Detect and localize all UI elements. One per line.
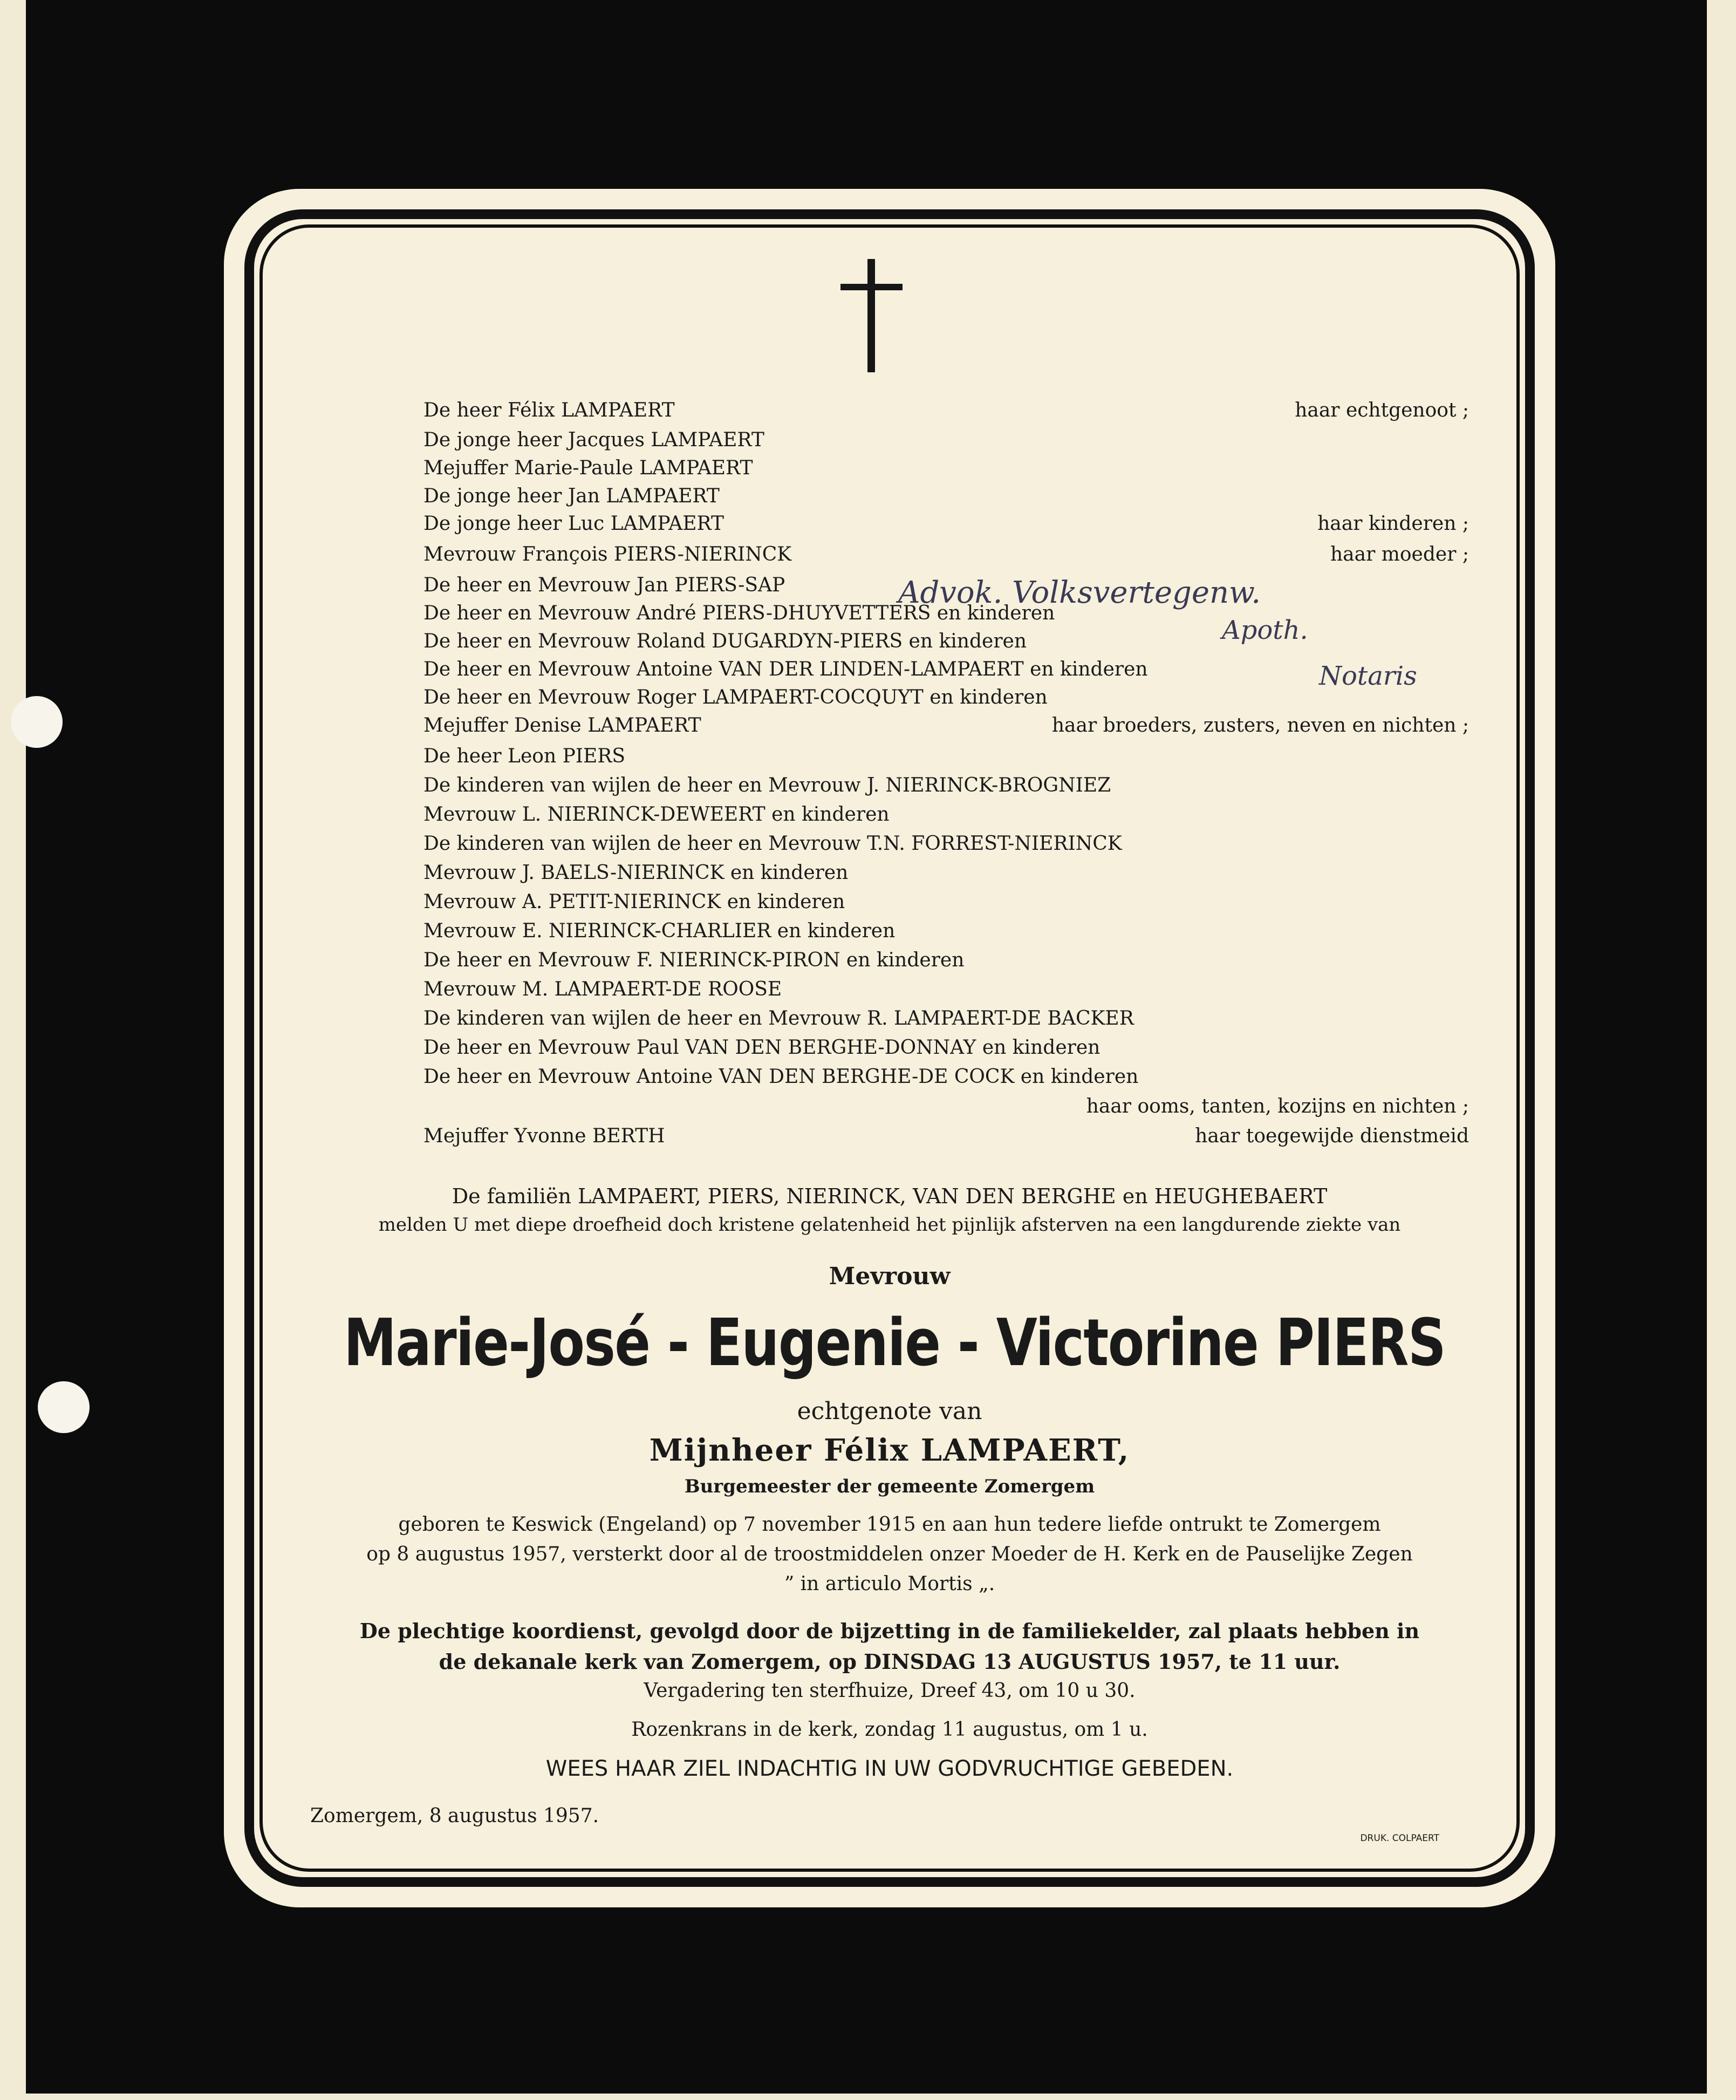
birth-line-1: geboren te Keswick (Engeland) op 7 november 1915 en aan hun tedere liefde ontrukt te Zomergem <box>398 1513 1381 1536</box>
family-member-name: Mevrouw A. PETIT-NIERINCK en kinderen <box>423 891 845 913</box>
gathering-line: Vergadering ten sterfhuize, Dreef 43, om 10 u 30. <box>644 1680 1136 1702</box>
family-member-name: De heer en Mevrouw André PIERS-DHUYVETTERS en kinderen <box>423 602 1055 624</box>
family-member-name: Mevrouw L. NIERINCK-DEWEERT en kinderen <box>423 803 890 826</box>
family-member-name: De kinderen van wijlen de heer en Mevrouw T.N. FORREST-NIERINCK <box>423 833 1122 855</box>
family-member-name: De heer Leon PIERS <box>423 745 626 767</box>
deceased-name: Marie-José - Eugenie - Victorine PIERS <box>344 1306 1446 1381</box>
printer-mark: DRUK. COLPAERT <box>1360 1833 1439 1844</box>
service-line-2: de dekanale kerk van Zomergem, op DINSDAG 13 AUGUSTUS 1957, te 11 uur. <box>439 1649 1341 1674</box>
spouse-title: Burgemeester der gemeente Zomergem <box>684 1476 1095 1497</box>
prayer-line: WEES HAAR ZIEL INDACHTIG IN UW GODVRUCHTIGE GEBEDEN. <box>545 1756 1234 1781</box>
family-row <box>423 891 1469 913</box>
handwritten-note-2: Apoth. <box>1222 615 1308 645</box>
family-relation: haar toegewijde dienstmeid <box>1195 1125 1469 1147</box>
birth-line-2: op 8 augustus 1957, versterkt door al de troostmiddelen onzer Moeder de H. Kerk en de Pauselijke Zegen <box>366 1543 1413 1565</box>
family-member-name: Mevrouw J. BAELS-NIERINCK en kinderen <box>423 862 849 884</box>
family-member-name: De jonge heer Luc LAMPAERT <box>423 513 725 535</box>
family-row <box>423 833 1469 855</box>
family-row <box>423 774 1469 796</box>
handwritten-note-3: Notaris <box>1319 661 1417 691</box>
family-member-name: De heer en Mevrouw Antoine VAN DEN BERGHE-DE COCK en kinderen <box>423 1066 1139 1088</box>
service-line-1: De plechtige koordienst, gevolgd door de bijzetting in de familiekelder, zal plaats hebben in <box>359 1619 1420 1643</box>
spouse-intro: echtgenote van <box>797 1397 982 1425</box>
family-row <box>423 1007 1469 1029</box>
punch-hole-bottom <box>38 1381 90 1433</box>
family-row <box>423 686 1469 708</box>
card-content <box>224 189 1555 1907</box>
family-row <box>423 949 1469 971</box>
family-row <box>423 745 1469 767</box>
rosary-line: Rozenkrans in de kerk, zondag 11 augustus, om 1 u. <box>631 1719 1148 1741</box>
family-member-name: De heer en Mevrouw Roland DUGARDYN-PIERS en kinderen <box>423 630 1027 652</box>
family-member-name: Mevrouw François PIERS-NIERINCK <box>423 543 792 565</box>
family-member-name: Mejuffer Yvonne BERTH <box>423 1125 665 1147</box>
family-row <box>423 920 1469 942</box>
mourning-card <box>224 189 1555 1907</box>
family-member-name: Mevrouw E. NIERINCK-CHARLIER en kinderen <box>423 920 896 942</box>
handwritten-note-1: Advok. Volksvertegenw. <box>898 575 1261 610</box>
family-member-name: Mevrouw M. LAMPAERT-DE ROOSE <box>423 978 782 1000</box>
family-row <box>423 714 1469 737</box>
family-row <box>423 978 1469 1000</box>
punch-hole-top <box>11 696 63 748</box>
family-member-name: De heer en Mevrouw Paul VAN DEN BERGHE-DONNAY en kinderen <box>423 1037 1101 1059</box>
family-row <box>423 485 1469 507</box>
families-line: De familiën LAMPAERT, PIERS, NIERINCK, VAN DEN BERGHE en HEUGHEBAERT <box>452 1184 1328 1208</box>
family-member-name: De kinderen van wijlen de heer en Mevrouw R. LAMPAERT-DE BACKER <box>423 1007 1134 1029</box>
deceased-title: Mevrouw <box>829 1263 951 1290</box>
family-relation: haar moeder ; <box>1330 543 1469 565</box>
family-row <box>423 803 1469 826</box>
family-member-name: De heer en Mevrouw Antoine VAN DER LINDEN-LAMPAERT en kinderen <box>423 658 1148 680</box>
family-relation: haar ooms, tanten, kozijns en nichten ; <box>1086 1095 1469 1117</box>
family-row <box>423 513 1469 535</box>
birth-line-3: ” in articulo Mortis „. <box>784 1573 995 1595</box>
family-row <box>423 399 1469 421</box>
family-row <box>423 1125 1469 1147</box>
place-date: Zomergem, 8 augustus 1957. <box>310 1805 599 1827</box>
family-member-name: De heer Félix LAMPAERT <box>423 399 675 421</box>
family-row <box>423 1037 1469 1059</box>
family-relation: haar broeders, zusters, neven en nichten ; <box>1051 714 1469 737</box>
black-mount <box>26 0 1707 2094</box>
announcement-line: melden U met diepe droefheid doch kristene gelatenheid het pijnlijk afsterven na een langdurende ziekte van <box>378 1214 1401 1236</box>
family-member-name: De heer en Mevrouw Jan PIERS-SAP <box>423 574 785 596</box>
family-row <box>423 630 1469 652</box>
family-member-name: Mejuffer Marie-Paule LAMPAERT <box>423 457 753 479</box>
spouse-name: Mijnheer Félix LAMPAERT, <box>649 1433 1130 1468</box>
family-member-name: Mejuffer Denise LAMPAERT <box>423 714 701 737</box>
family-row <box>423 429 1469 451</box>
family-member-name: De jonge heer Jan LAMPAERT <box>423 485 720 507</box>
family-row <box>423 543 1469 565</box>
family-relation: haar echtgenoot ; <box>1295 399 1469 421</box>
family-member-name: De heer en Mevrouw F. NIERINCK-PIRON en kinderen <box>423 949 965 971</box>
family-relation: haar kinderen ; <box>1317 513 1469 535</box>
family-member-name: De kinderen van wijlen de heer en Mevrouw J. NIERINCK-BROGNIEZ <box>423 774 1111 796</box>
family-member-name: De jonge heer Jacques LAMPAERT <box>423 429 764 451</box>
family-row <box>423 1066 1469 1088</box>
family-member-name: De heer en Mevrouw Roger LAMPAERT-COCQUYT en kinderen <box>423 686 1048 708</box>
family-row <box>423 457 1469 479</box>
family-row <box>423 862 1469 884</box>
family-row <box>423 658 1469 680</box>
